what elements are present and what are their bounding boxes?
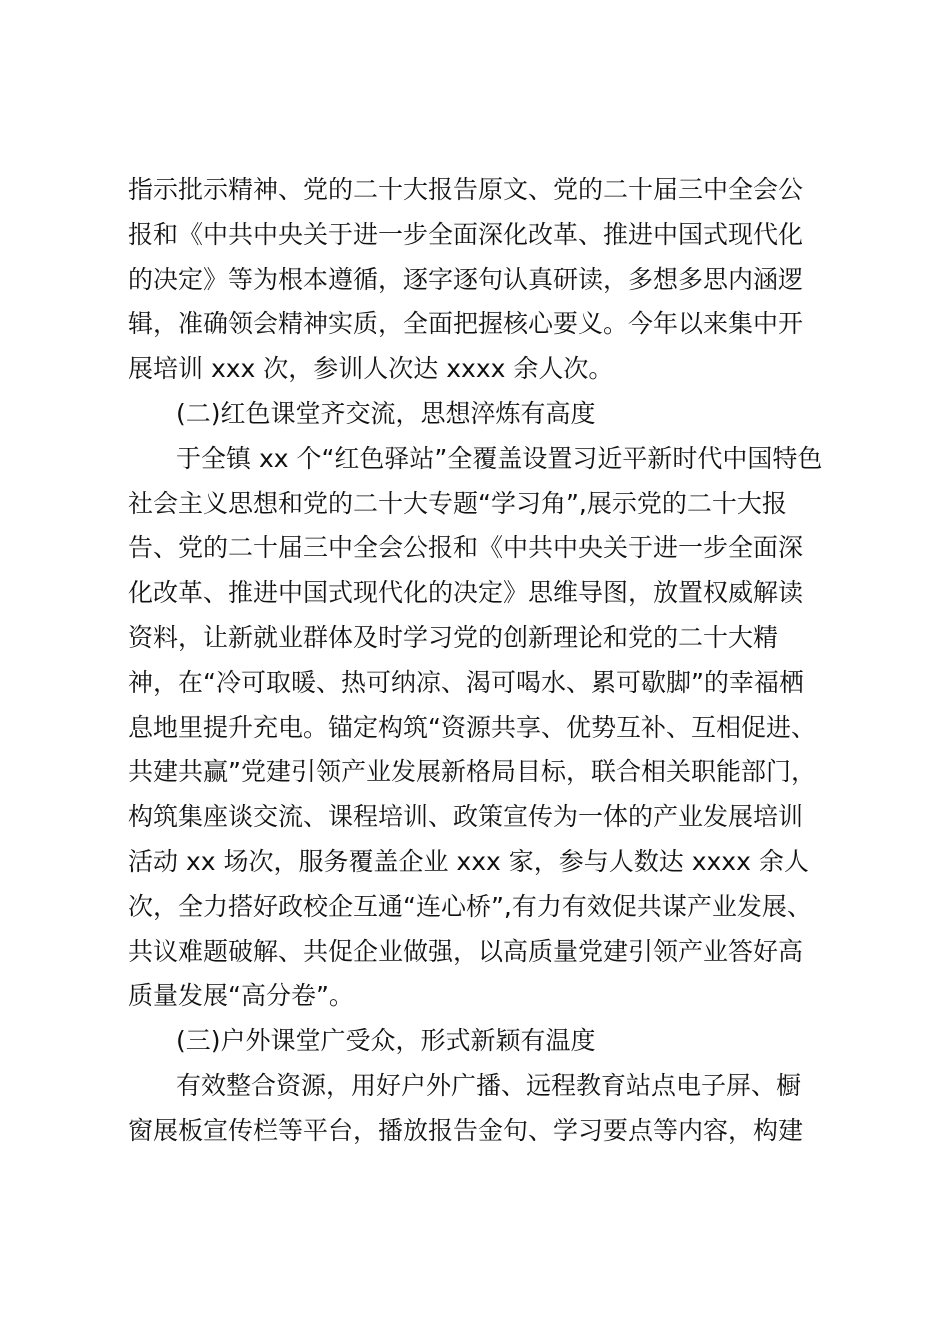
body-text-line: 展培训 xxx 次，参训人次达 xxxx 余人次。: [128, 354, 614, 384]
body-text-line: 神，在“冷可取暖、热可纳凉、渴可喝水、累可歇脚”的幸福栖: [128, 667, 804, 697]
body-text-line: 构筑集座谈交流、课程培训、政策宣传为一体的产业发展培训: [128, 802, 804, 832]
body-text-line: 指示批示精神、党的二十大报告原文、党的二十届三中全会公: [128, 175, 804, 204]
section-heading-2: (二)红色课堂齐交流，思想淬炼有高度: [176, 398, 596, 428]
section-heading-3: (三)户外课堂广受众，形式新颖有温度: [176, 1026, 596, 1056]
body-text-line: 质量发展“高分卷”。: [128, 981, 354, 1011]
document-body: [128, 168, 828, 1154]
body-text-line: 辑，准确领会精神实质，全面把握核心要义。今年以来集中开: [128, 309, 804, 339]
body-text-line: 共议难题破解、共促企业做强，以高质量党建引领产业答好高: [128, 936, 804, 966]
body-text-line: 资料，让新就业群体及时学习党的创新理论和党的二十大精: [128, 622, 779, 652]
body-text-line: 化改革、推进中国式现代化的决定》思维导图，放置权威解读: [128, 578, 804, 608]
body-text-line: 告、党的二十届三中全会公报和《中共中央关于进一步全面深: [128, 533, 804, 563]
body-text-line: 次，全力搭好政校企互通“连心桥”,有力有效促共谋产业发展、: [128, 891, 812, 921]
paragraph-first-line: 于全镇 xx 个“红色驿站”全覆盖设置习近平新时代中国特色: [176, 443, 823, 473]
body-text-line: 的决定》等为根本遵循，逐字逐句认真研读，多想多思内涵逻: [128, 264, 804, 294]
body-text-line: 活动 xx 场次，服务覆盖企业 xxx 家，参与人数达 xxxx 余人: [128, 846, 809, 876]
paragraph-first-line: 有效整合资源，用好户外广播、远程教育站点电子屏、橱: [176, 1070, 802, 1100]
body-text-line: 共建共赢”党建引领产业发展新格局目标，联合相关职能部门，: [128, 757, 816, 787]
body-text-line: 报和《中共中央关于进一步全面深化改革、推进中国式现代化: [128, 219, 804, 249]
body-text-line: 社会主义思想和党的二十大专题“学习角”,展示党的二十大报: [128, 488, 787, 518]
body-text-line: 息地里提升充电。锚定构筑“资源共享、优势互补、互相促进、: [128, 712, 816, 742]
body-text-line: 窗展板宣传栏等平台，播放报告金句、学习要点等内容，构建: [128, 1115, 804, 1145]
